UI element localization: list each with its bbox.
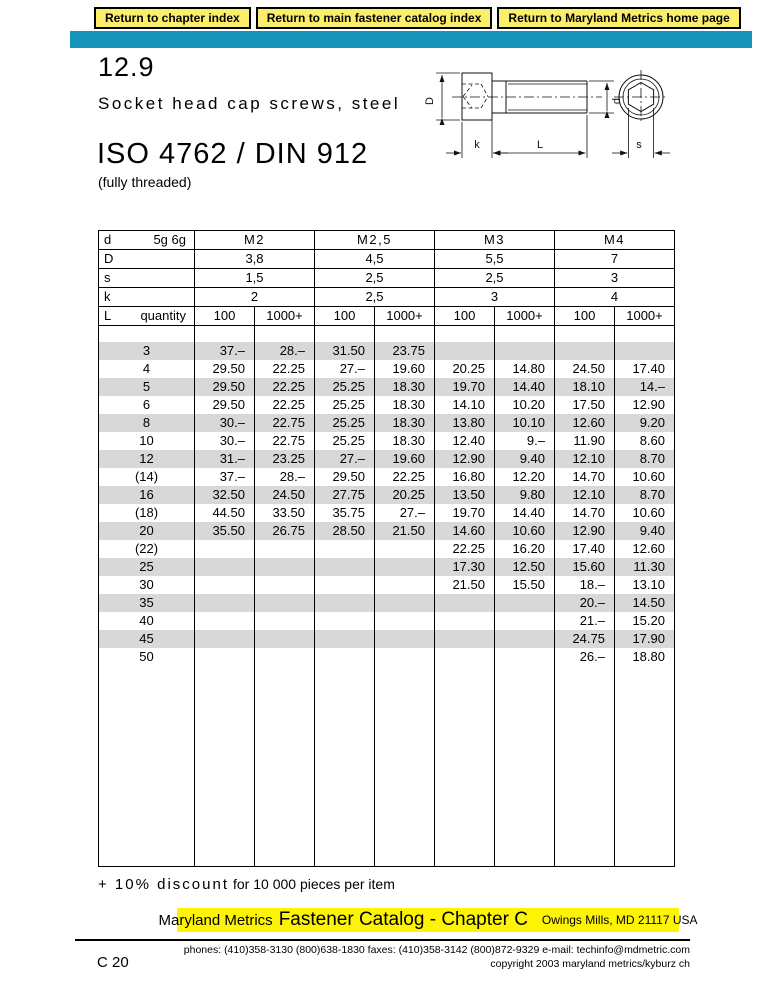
price-cell: 26.– (555, 648, 615, 666)
price-cell: 28.– (255, 468, 315, 486)
price-cell: 19.60 (375, 450, 435, 468)
spec-value: 4,5 (315, 250, 435, 269)
price-cell (315, 326, 375, 343)
section-number: 12.9 (98, 52, 155, 82)
price-cell: 32.50 (195, 486, 255, 504)
price-cell (495, 326, 555, 343)
price-cell: 29.50 (315, 468, 375, 486)
price-cell: 10.10 (495, 414, 555, 432)
length-cell: 5 (99, 378, 195, 396)
length-cell: 30 (99, 576, 195, 594)
size-m3: M3 (435, 231, 555, 250)
price-cell: 21.– (555, 612, 615, 630)
standard-title: ISO 4762 / DIN 912 (97, 138, 369, 170)
length-cell (99, 666, 195, 867)
price-cell: 30.– (195, 432, 255, 450)
price-cell (195, 612, 255, 630)
price-cell: 18.10 (555, 378, 615, 396)
qty-col-100: 100 (555, 307, 615, 326)
length-cell: 8 (99, 414, 195, 432)
price-cell: 20.– (555, 594, 615, 612)
price-cell (375, 576, 435, 594)
price-cell: 10.60 (615, 504, 675, 522)
dim-label-d: d (611, 97, 623, 105)
price-cell: 30.– (195, 414, 255, 432)
length-cell: (18) (99, 504, 195, 522)
price-cell (195, 594, 255, 612)
length-cell: (22) (99, 540, 195, 558)
price-cell (615, 666, 675, 867)
price-cell: 19.70 (435, 378, 495, 396)
discount-note (98, 876, 395, 893)
price-cell: 14.80 (495, 360, 555, 378)
price-cell: 12.90 (615, 396, 675, 414)
price-cell: 23.75 (375, 342, 435, 360)
price-cell: 12.40 (435, 432, 495, 450)
price-cell: 24.50 (255, 486, 315, 504)
price-cell: 18.80 (615, 648, 675, 666)
price-cell: 22.25 (435, 540, 495, 558)
price-cell (495, 594, 555, 612)
price-cell: 27.– (315, 450, 375, 468)
thread-note: (fully threaded) (98, 174, 192, 190)
price-cell (435, 326, 495, 343)
footer-brand: Maryland Metrics (158, 911, 273, 929)
size-m4: M4 (555, 231, 675, 250)
price-cell (555, 326, 615, 343)
price-cell: 37.– (195, 468, 255, 486)
footer-banner (158, 908, 698, 932)
price-cell: 19.60 (375, 360, 435, 378)
price-cell: 17.30 (435, 558, 495, 576)
price-cell: 14.10 (435, 396, 495, 414)
qty-col-1000: 1000+ (495, 307, 555, 326)
teal-divider-bar (70, 31, 752, 48)
size-m2-5: M2,5 (315, 231, 435, 250)
qty-col-100: 100 (315, 307, 375, 326)
price-cell: 14.50 (615, 594, 675, 612)
price-cell: 15.50 (495, 576, 555, 594)
screw-technical-drawing (424, 58, 764, 176)
price-cell (435, 342, 495, 360)
return-home-page-button[interactable]: Return to Maryland Metrics home page (497, 7, 740, 29)
price-cell (255, 326, 315, 343)
return-chapter-index-button[interactable]: Return to chapter index (94, 7, 251, 29)
price-cell: 28.– (255, 342, 315, 360)
price-cell (495, 612, 555, 630)
price-table-body (99, 326, 675, 867)
spec-value: 2,5 (315, 288, 435, 307)
quantity-label: quantity (140, 308, 186, 323)
dim-label-k: k (474, 139, 480, 151)
price-cell: 14.70 (555, 504, 615, 522)
price-cell: 12.60 (615, 540, 675, 558)
price-cell (195, 630, 255, 648)
length-cell: 4 (99, 360, 195, 378)
price-cell (555, 342, 615, 360)
price-cell: 24.50 (555, 360, 615, 378)
spec-value: 2 (195, 288, 315, 307)
tolerance-label: 5g 6g (153, 232, 186, 247)
qty-col-100: 100 (195, 307, 255, 326)
price-cell (195, 576, 255, 594)
price-cell: 14.70 (555, 468, 615, 486)
table-row (99, 504, 675, 522)
price-cell (375, 326, 435, 343)
price-cell (495, 666, 555, 867)
price-cell: 22.25 (255, 378, 315, 396)
price-cell: 12.50 (495, 558, 555, 576)
discount-detail: for 10 000 pieces per item (233, 876, 395, 892)
price-cell: 25.25 (315, 396, 375, 414)
dim-label-L: L (536, 139, 544, 151)
price-cell: 25.25 (315, 414, 375, 432)
spec-value: 3,8 (195, 250, 315, 269)
table-row (99, 450, 675, 468)
price-cell: 22.25 (255, 360, 315, 378)
table-row (99, 666, 675, 867)
length-cell: 10 (99, 432, 195, 450)
price-cell: 12.90 (555, 522, 615, 540)
price-cell: 29.50 (195, 396, 255, 414)
price-cell: 10.60 (615, 468, 675, 486)
price-cell (495, 342, 555, 360)
price-cell: 25.25 (315, 378, 375, 396)
price-cell: 22.25 (375, 468, 435, 486)
length-cell (99, 326, 195, 343)
spec-value: 4 (555, 288, 675, 307)
price-cell (315, 576, 375, 594)
price-cell (255, 558, 315, 576)
price-cell: 31.– (195, 450, 255, 468)
price-cell (255, 648, 315, 666)
price-cell: 9.80 (495, 486, 555, 504)
footer-catalog-title: Fastener Catalog - Chapter C (278, 909, 528, 930)
price-cell: 16.80 (435, 468, 495, 486)
price-cell: 44.50 (195, 504, 255, 522)
length-cell: (14) (99, 468, 195, 486)
price-cell (315, 648, 375, 666)
price-cell (255, 612, 315, 630)
price-cell: 18.30 (375, 378, 435, 396)
table-row (99, 630, 675, 648)
price-cell (315, 666, 375, 867)
length-cell: 20 (99, 522, 195, 540)
length-cell: 45 (99, 630, 195, 648)
length-cell: 3 (99, 342, 195, 360)
table-row (99, 378, 675, 396)
price-table (98, 230, 675, 867)
price-cell: 10.20 (495, 396, 555, 414)
top-navbar (94, 7, 741, 29)
price-cell (495, 630, 555, 648)
price-cell: 9.40 (615, 522, 675, 540)
price-cell (375, 540, 435, 558)
spec-row-k (99, 288, 675, 307)
price-cell: 18.30 (375, 432, 435, 450)
price-cell (315, 594, 375, 612)
price-cell (435, 648, 495, 666)
price-cell: 15.20 (615, 612, 675, 630)
qty-col-100: 100 (435, 307, 495, 326)
price-cell (375, 558, 435, 576)
price-cell: 24.75 (555, 630, 615, 648)
price-cell: 11.30 (615, 558, 675, 576)
price-cell: 12.20 (495, 468, 555, 486)
price-cell (315, 558, 375, 576)
screw-head (462, 73, 492, 120)
price-cell: 17.90 (615, 630, 675, 648)
price-cell (255, 594, 315, 612)
table-row (99, 576, 675, 594)
price-cell: 13.10 (615, 576, 675, 594)
price-cell (375, 648, 435, 666)
price-cell (435, 594, 495, 612)
price-cell: 27.– (315, 360, 375, 378)
price-cell (375, 666, 435, 867)
table-row (99, 594, 675, 612)
price-cell (195, 666, 255, 867)
length-cell: 50 (99, 648, 195, 666)
price-cell: 31.50 (315, 342, 375, 360)
page-number: C 20 (97, 954, 129, 971)
table-row (99, 522, 675, 540)
price-cell: 18.30 (375, 396, 435, 414)
qty-col-1000: 1000+ (615, 307, 675, 326)
length-cell: 40 (99, 612, 195, 630)
price-cell (555, 666, 615, 867)
price-cell (435, 666, 495, 867)
qty-col-1000: 1000+ (375, 307, 435, 326)
price-cell: 15.60 (555, 558, 615, 576)
price-cell: 13.80 (435, 414, 495, 432)
spec-value: 3 (435, 288, 555, 307)
table-row (99, 396, 675, 414)
price-cell (435, 612, 495, 630)
price-cell: 37.– (195, 342, 255, 360)
price-cell: 17.40 (555, 540, 615, 558)
price-cell: 26.75 (255, 522, 315, 540)
price-cell: 27.– (375, 504, 435, 522)
price-cell: 27.75 (315, 486, 375, 504)
quantity-header-row (99, 307, 675, 326)
price-cell (255, 630, 315, 648)
table-row (99, 326, 675, 343)
length-cell: 16 (99, 486, 195, 504)
footer-location: Owings Mills, MD 21117 USA (541, 913, 698, 927)
price-cell: 33.50 (255, 504, 315, 522)
price-cell: 28.50 (315, 522, 375, 540)
price-cell: 12.10 (555, 486, 615, 504)
table-row (99, 432, 675, 450)
price-cell: 22.25 (255, 396, 315, 414)
spec-value: 7 (555, 250, 675, 269)
footer-divider (75, 939, 690, 941)
length-cell: 12 (99, 450, 195, 468)
table-row (99, 414, 675, 432)
spec-row-s (99, 269, 675, 288)
price-cell: 14.– (615, 378, 675, 396)
price-cell (435, 630, 495, 648)
price-cell (615, 342, 675, 360)
dim-L-label: L (104, 308, 112, 323)
price-cell: 8.70 (615, 486, 675, 504)
footer-copyright: copyright 2003 maryland metrics/kyburz ch (490, 958, 690, 970)
spec-value: 1,5 (195, 269, 315, 288)
spec-row-D (99, 250, 675, 269)
price-cell (375, 630, 435, 648)
dim-d-label: d (104, 232, 112, 247)
thread-tolerance-cell (99, 231, 195, 250)
price-cell (195, 540, 255, 558)
footer-contact-info: phones: (410)358-3130 (800)638-1830 faxes: (410)358-3142 (800)872-9329 e-mail: techinfo@mdmetric.com (183, 944, 690, 956)
price-cell: 10.60 (495, 522, 555, 540)
price-cell: 12.60 (555, 414, 615, 432)
length-cell: 35 (99, 594, 195, 612)
price-cell: 9.20 (615, 414, 675, 432)
return-catalog-index-button[interactable]: Return to main fastener catalog index (256, 7, 493, 29)
price-cell: 18.– (555, 576, 615, 594)
price-cell: 8.70 (615, 450, 675, 468)
size-m2: M2 (195, 231, 315, 250)
price-cell: 21.50 (435, 576, 495, 594)
price-cell: 14.40 (495, 504, 555, 522)
price-cell: 20.25 (435, 360, 495, 378)
price-cell: 12.10 (555, 450, 615, 468)
price-cell (375, 612, 435, 630)
length-cell: 25 (99, 558, 195, 576)
size-header-row (99, 231, 675, 250)
price-cell: 14.60 (435, 522, 495, 540)
length-cell: 6 (99, 396, 195, 414)
table-row (99, 540, 675, 558)
price-cell: 12.90 (435, 450, 495, 468)
price-cell: 35.50 (195, 522, 255, 540)
price-cell: 21.50 (375, 522, 435, 540)
price-cell: 16.20 (495, 540, 555, 558)
price-cell: 11.90 (555, 432, 615, 450)
spec-value: 2,5 (315, 269, 435, 288)
price-cell (195, 648, 255, 666)
table-row (99, 558, 675, 576)
price-cell (315, 630, 375, 648)
price-cell (255, 540, 315, 558)
spec-label: s (104, 270, 111, 285)
price-cell (255, 576, 315, 594)
spec-value: 2,5 (435, 269, 555, 288)
spec-value: 5,5 (435, 250, 555, 269)
dim-label-s: s (636, 139, 642, 151)
dim-label-D: D (424, 97, 436, 105)
spec-label: k (104, 289, 111, 304)
qty-col-1000: 1000+ (255, 307, 315, 326)
price-cell: 35.75 (315, 504, 375, 522)
price-cell: 19.70 (435, 504, 495, 522)
spec-label: D (104, 251, 114, 266)
price-cell: 23.25 (255, 450, 315, 468)
price-cell: 20.25 (375, 486, 435, 504)
price-cell (615, 326, 675, 343)
table-row (99, 468, 675, 486)
price-cell (315, 540, 375, 558)
table-row (99, 612, 675, 630)
price-cell: 14.40 (495, 378, 555, 396)
discount-emphasis: + 10% discount (98, 876, 229, 893)
price-cell: 8.60 (615, 432, 675, 450)
price-cell: 9.40 (495, 450, 555, 468)
price-cell (255, 666, 315, 867)
price-cell: 17.50 (555, 396, 615, 414)
price-cell (195, 558, 255, 576)
length-quantity-cell (99, 307, 195, 326)
table-row (99, 342, 675, 360)
price-cell: 25.25 (315, 432, 375, 450)
price-cell (375, 594, 435, 612)
price-cell: 22.75 (255, 414, 315, 432)
price-cell: 9.– (495, 432, 555, 450)
table-row (99, 360, 675, 378)
price-cell: 13.50 (435, 486, 495, 504)
price-cell (495, 648, 555, 666)
price-cell: 17.40 (615, 360, 675, 378)
price-cell (195, 326, 255, 343)
price-cell: 18.30 (375, 414, 435, 432)
price-cell: 22.75 (255, 432, 315, 450)
table-row (99, 486, 675, 504)
price-cell: 29.50 (195, 360, 255, 378)
spec-value: 3 (555, 269, 675, 288)
price-cell: 29.50 (195, 378, 255, 396)
table-row (99, 648, 675, 666)
price-cell (315, 612, 375, 630)
product-subtitle: Socket head cap screws, steel (98, 94, 401, 113)
